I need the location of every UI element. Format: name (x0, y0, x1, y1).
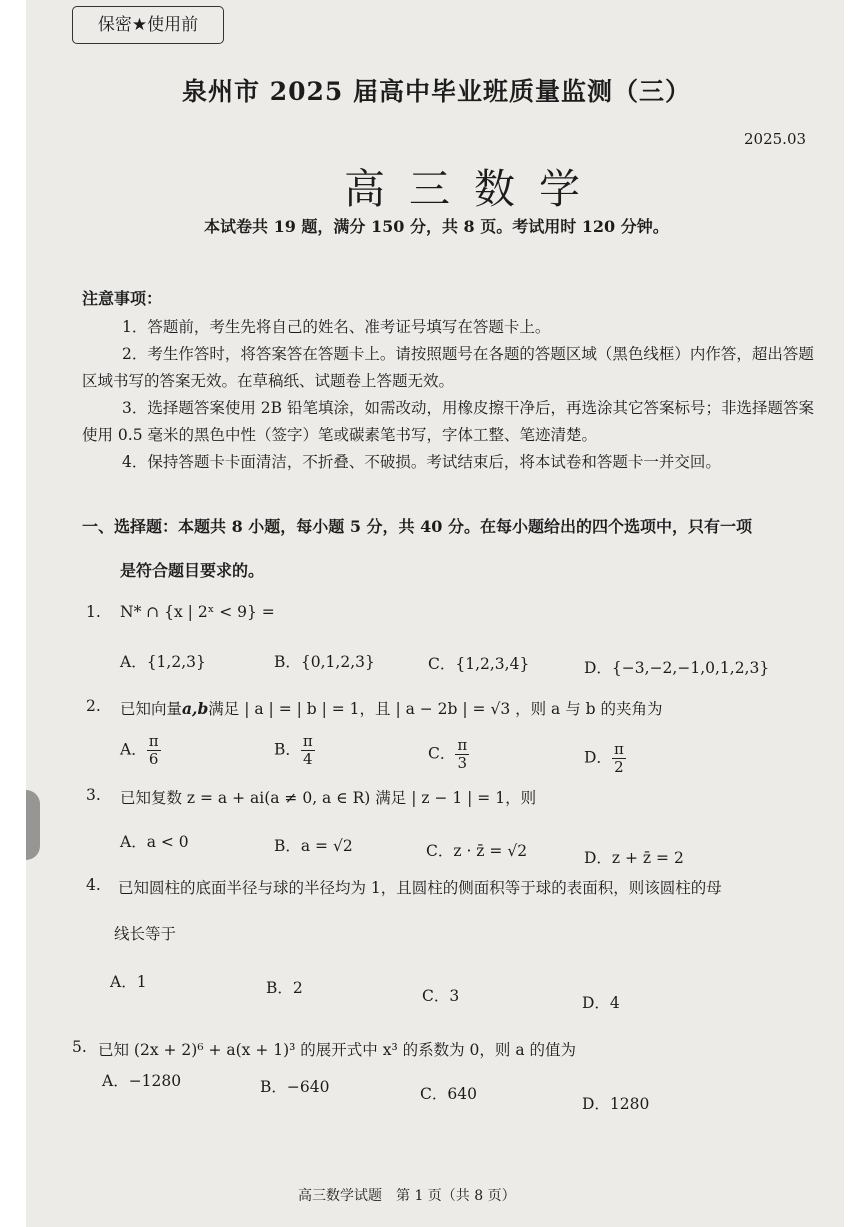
question-number: 1. (86, 603, 101, 621)
question-number: 3. (86, 786, 101, 804)
option-b: B．2 (266, 979, 303, 997)
stem-prefix: 已知向量 (120, 700, 183, 718)
stem-vars: a,b (182, 699, 209, 718)
option-c: C．3 (422, 987, 460, 1005)
option-d: D．{−3,−2,−1,0,1,2,3} (584, 659, 770, 677)
option-c: C．{1,2,3,4} (428, 655, 530, 673)
exam-info: 本试卷共 19 题，满分 150 分，共 8 页。考试用时 120 分钟。 (204, 217, 669, 236)
option-b: B． $\frac{\pi}{4}$ (274, 732, 313, 768)
subject-title: 高三数学 (344, 165, 604, 213)
question-stem-line2: 线长等于 (114, 925, 177, 943)
notice-item-1: 1．答题前，考生先将自己的姓名、准考证号填写在答题卡上。 (122, 318, 551, 336)
option-a: A．1 (110, 973, 147, 991)
exam-page (26, 0, 844, 1227)
option-d: D． $\frac{\pi}{2}$ (584, 740, 624, 776)
option-b: B．{0,1,2,3} (274, 653, 375, 671)
option-c: C． $\frac{\pi}{3}$ (428, 736, 468, 772)
stem-rest: 满足 | a | = | b | = 1，且 | a − 2b | = √3 ，则 a 与 b 的夹角为 (208, 700, 663, 718)
question-stem: 已知 (2x + 2)⁶ + a(x + 1)³ 的展开式中 x³ 的系数为 0，则 a 的值为 (98, 1041, 576, 1059)
option-a: A．{1,2,3} (120, 653, 206, 671)
exam-date: 2025.03 (744, 130, 807, 148)
option-d: D．4 (582, 994, 620, 1012)
question-stem: N* ∩ {x | 2ˣ < 9} = (120, 603, 275, 621)
option-b: B．−640 (260, 1078, 330, 1096)
question-stem-line1: 已知圆柱的底面半径与球的半径均为 1，且圆柱的侧面积等于球的表面积，则该圆柱的母 (118, 879, 722, 897)
section-heading-line1: 一、选择题：本题共 8 小题，每小题 5 分，共 40 分。在每小题给出的四个选项中，只有一项 (82, 517, 752, 536)
question-number: 4. (86, 876, 101, 894)
notice-item-2: 2．考生作答时，将答案答在答题卡上。请按照题号在各题的答题区域（黑色线框）内作答，超出答题区域书写的答案无效。在草稿纸、试题卷上答题无效。 (82, 345, 814, 390)
notice-item-4: 4．保持答题卡卡面清洁，不折叠、不破损。考试结束后，将本试卷和答题卡一并交回。 (122, 453, 721, 471)
question-stem: 已知复数 z = a + ai(a ≠ 0, a ∈ R) 满足 | z − 1 | = 1，则 (120, 789, 537, 807)
option-c: C．640 (420, 1085, 477, 1103)
option-b: B．a = √2 (274, 837, 353, 855)
notice-item-3: 3．选择题答案使用 2B 铅笔填涂，如需改动，用橡皮擦干净后，再选涂其它答案标号；非选择题答案使用 0.5 毫米的黑色中性（签字）笔或碳素笔书写，字体工整、笔迹清楚。 (82, 399, 814, 444)
question-number: 2. (86, 697, 101, 715)
exam-title: 泉州市 2025 届高中毕业班质量监测（三） (182, 77, 691, 106)
option-a: A．−1280 (102, 1072, 182, 1090)
option-d: D．z + z̄ = 2 (584, 849, 684, 867)
question-stem (120, 697, 663, 719)
page-footer: 高三数学试题 第 1 页（共 8 页） (298, 1188, 516, 1204)
question-number: 5. (72, 1038, 87, 1056)
scan-shadow (26, 790, 40, 860)
notice-heading: 注意事项： (82, 289, 163, 308)
section-heading-line2: 是符合题目要求的。 (120, 561, 265, 580)
option-a: A．a < 0 (120, 833, 189, 851)
option-d: D．1280 (582, 1095, 650, 1113)
confidential-badge: 保密★使用前 (72, 6, 224, 44)
option-c: C．z · z̄ = √2 (426, 842, 528, 860)
option-a: A． $\frac{\pi}{6}$ (120, 732, 159, 768)
